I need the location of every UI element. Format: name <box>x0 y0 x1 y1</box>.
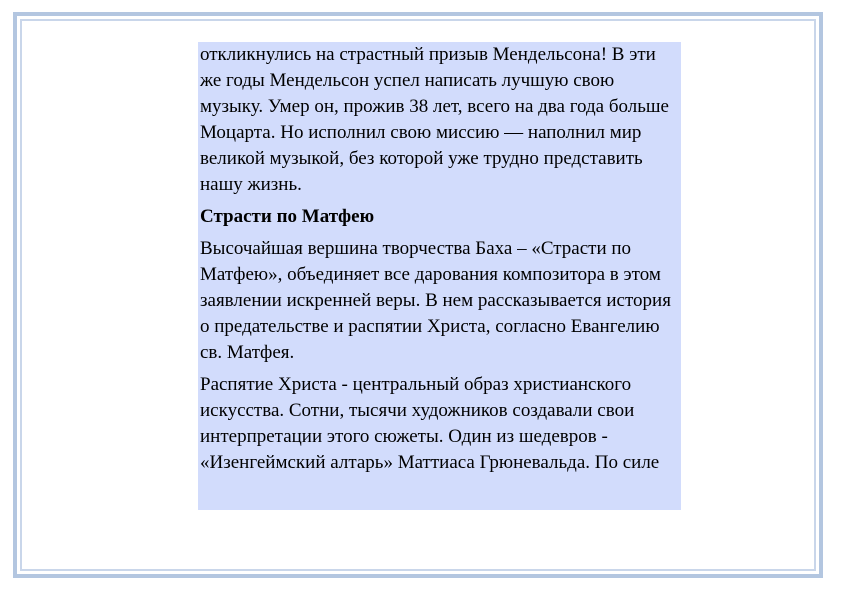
text-box <box>198 42 681 510</box>
paragraph-passion: Высочайшая вершина творчества Баха – «Страсти по Матфею», объединяет все дарования композитора в этом заявлении искренней веры. В нем рассказывается история о предательстве и распятии Христа, согласно Евангелию св. Матфея. <box>200 238 671 363</box>
paragraph-mendelssohn: откликнулись на страстный призыв Мендельсона! В эти же годы Мендельсон успел написать лучшую свою музыку. Умер он, прожив 38 лет, всего на два года больше Моцарта. Но исполнил свою миссию — наполнил мир великой музыкой, без которой уже трудно представить нашу жизнь. <box>200 44 669 195</box>
section-heading: Страсти по Матфею <box>200 206 375 227</box>
paragraph-crucifixion: Распятие Христа - центральный образ христианского искусства. Сотни, тысячи художников создавали свои интерпретации этого сюжеты. Один из шедевров - «Изенгеймский алтарь» Маттиаса Грюневальда. По силе <box>200 374 660 473</box>
